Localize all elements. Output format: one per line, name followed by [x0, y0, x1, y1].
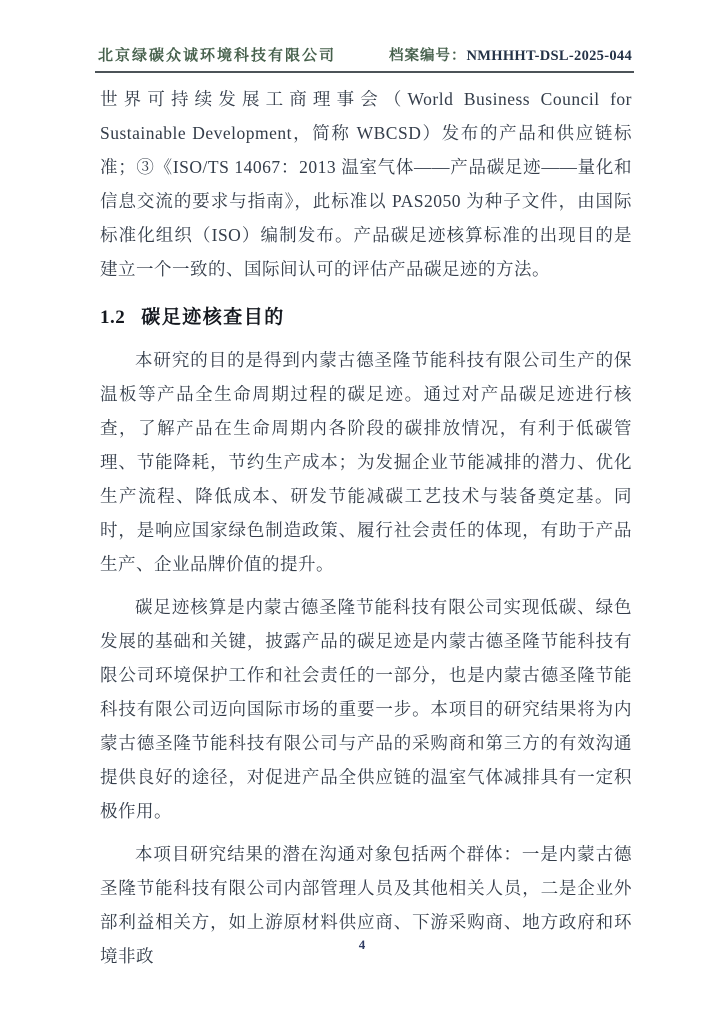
document-header: [98, 44, 632, 65]
section-heading-1-2: [100, 302, 632, 329]
document-body: [100, 82, 632, 982]
section-title: 碳足迹核查目的: [141, 307, 285, 328]
paragraph-study-purpose: 本研究的目的是得到内蒙古德圣隆节能科技有限公司生产的保温板等产品全生命周期过程的碳足迹。通过对产品碳足迹进行核查，了解产品在生命周期内各阶段的碳排放情况，有利于低碳管理、节能降耗，节约生产成本；为发掘企业节能减排的潜力、优化生产流程、降低成本、研发节能减碳工艺技术与装备奠定基。同时，是响应国家绿色制造政策、履行社会责任的体现，有助于产品生产、企业品牌价值的提升。: [100, 350, 632, 574]
header-divider-line: [95, 71, 634, 73]
file-number-label: 档案编号：: [389, 48, 467, 64]
page-number: 4: [358, 937, 366, 952]
document-footer: [0, 936, 724, 954]
paragraph-communication-audience: 本项目研究结果的潜在沟通对象包括两个群体：一是内蒙古德圣隆节能科技有限公司内部管理人员及其他相关人员，二是企业外部利益相关方，如上游原材料供应商、下游采购商、地方政府和环境非政: [100, 844, 632, 966]
section-number: 1.2: [100, 307, 126, 328]
header-company-name: 北京绿碳众诚环境科技有限公司: [98, 48, 337, 64]
header-file-number: [389, 44, 632, 65]
file-number-value: NMHHHT-DSL-2025-044: [466, 48, 632, 64]
paragraph-accounting-significance: 碳足迹核算是内蒙古德圣隆节能科技有限公司实现低碳、绿色发展的基础和关键，披露产品的碳足迹是内蒙古德圣隆节能科技有限公司环境保护工作和社会责任的一部分，也是内蒙古德圣隆节能科技有限公司迈向国际市场的重要一步。本项目的研究结果将为内蒙古德圣隆节能科技有限公司与产品的采购商和第三方的有效沟通提供良好的途径，对促进产品全供应链的温室气体减排具有一定积极作用。: [100, 597, 632, 821]
paragraph-standards-continuation: 世界可持续发展工商理事会（World Business Council for Sustainable Development，简称 WBCSD）发布的产品和供应链标准；③《ISO/TS 14067：2013 温室气体——产品碳足迹——量化和信息交流的要求与指南》，此标准以 PAS2050 为种子文件，由国际标准化组织（ISO）编制发布。产品碳足迹核算标准的出现目的是建立一个一致的、国际间认可的评估产品碳足迹的方法。: [100, 89, 632, 279]
